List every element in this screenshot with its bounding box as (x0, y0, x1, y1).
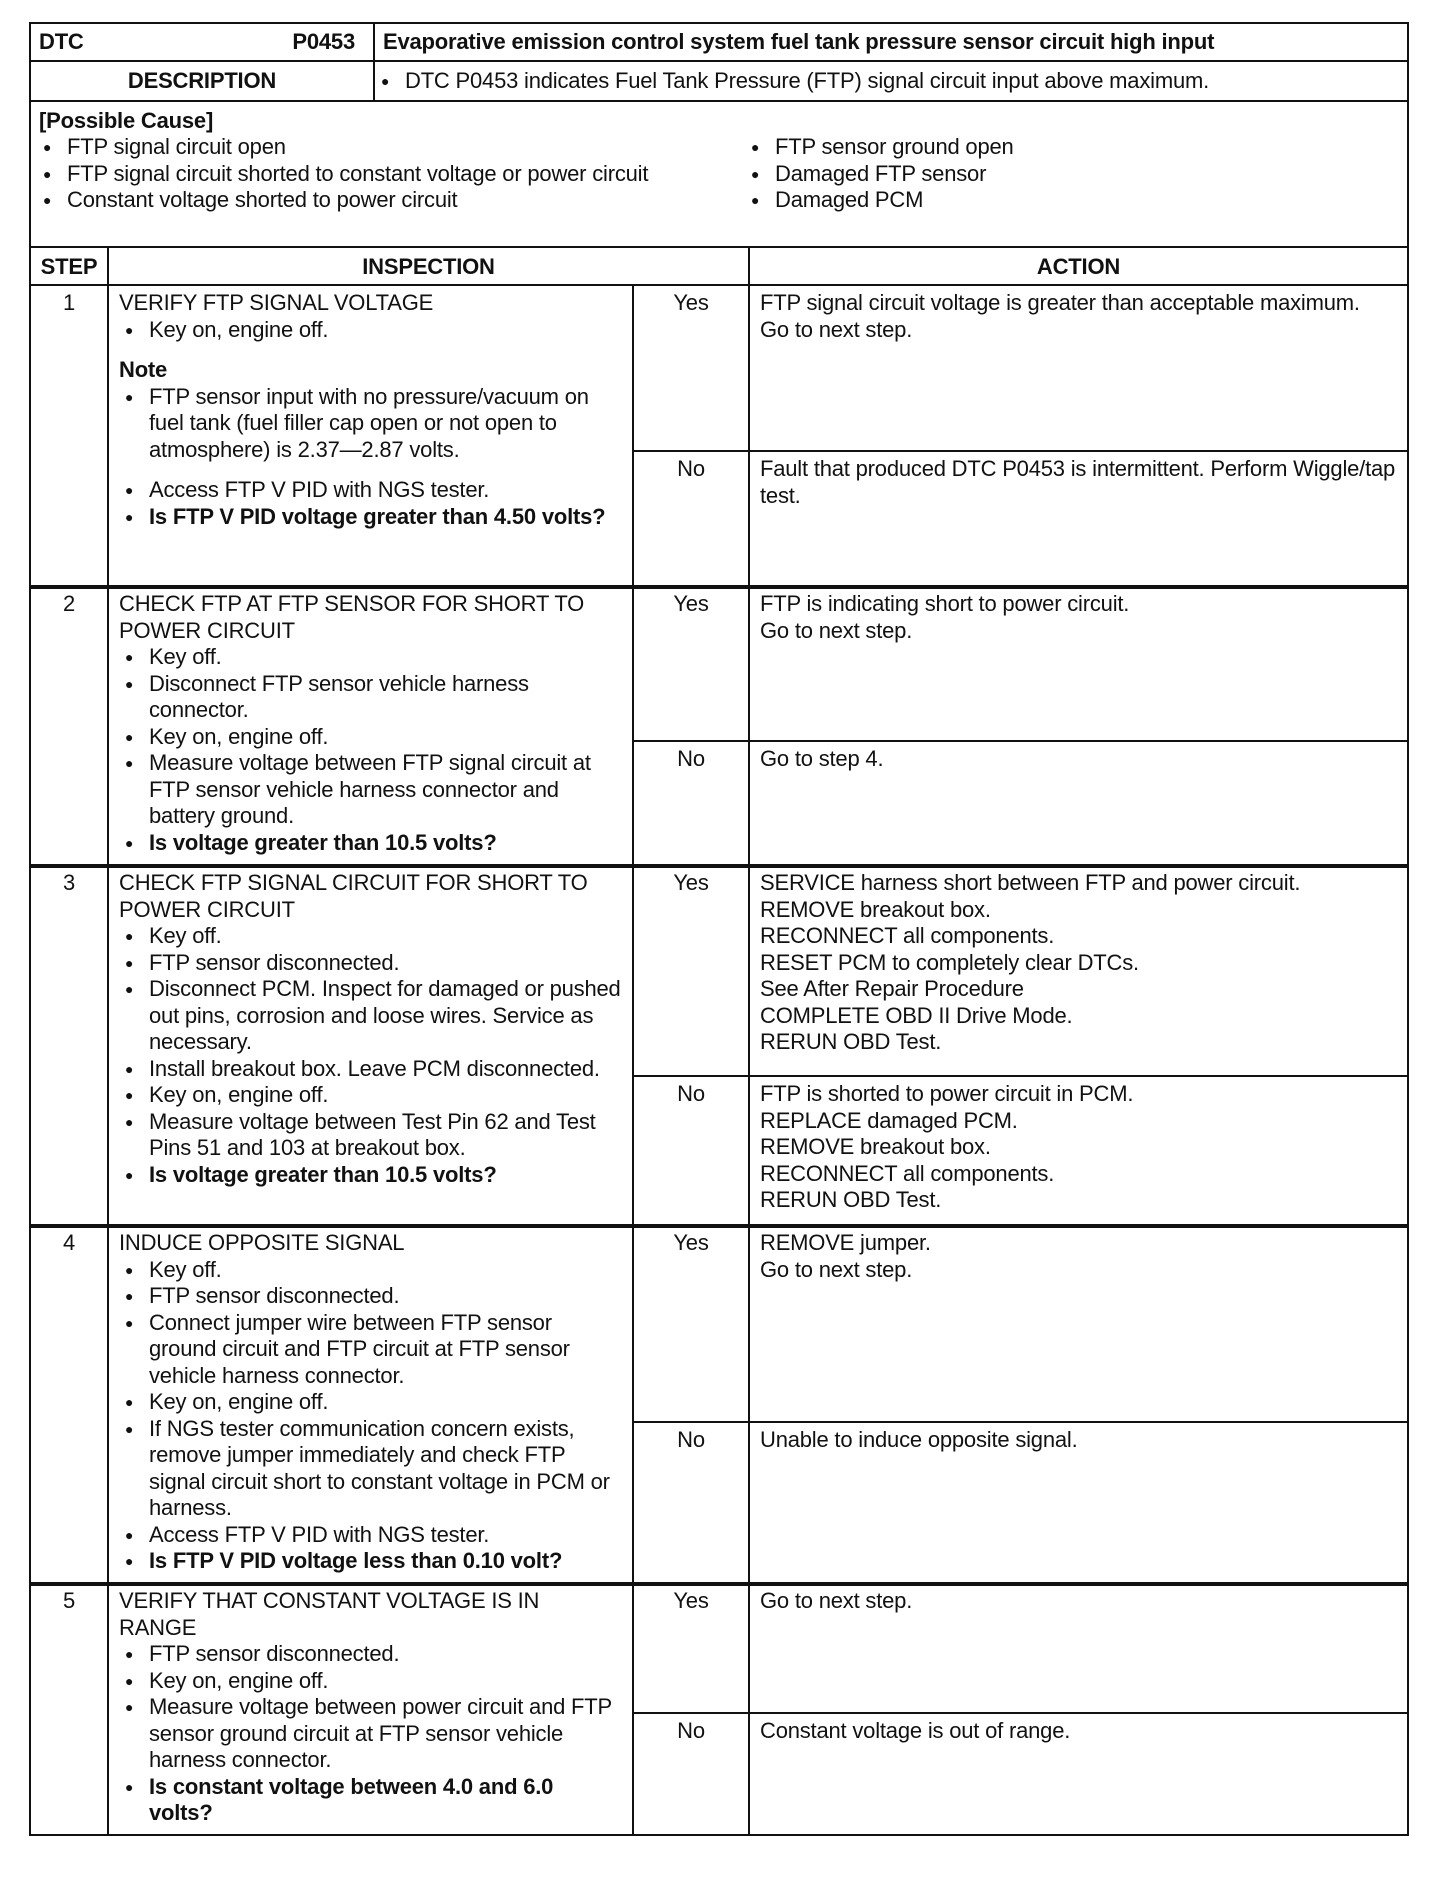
inspection-title: VERIFY FTP SIGNAL VOLTAGE (119, 290, 434, 315)
inspection-bullets (119, 477, 622, 530)
inspection-question: ● Is FTP V PID voltage less than 0.10 volt? (119, 1548, 622, 1575)
inspection-bullets (119, 644, 622, 856)
inspection-question: ● Is FTP V PID voltage greater than 4.50 volts? (119, 504, 622, 531)
action-line: Go to next step. (760, 617, 913, 643)
inspection-cell (107, 1582, 634, 1836)
inspection-bullets (119, 1641, 622, 1827)
yes-label-cell (632, 585, 750, 742)
yes-label: Yes (673, 290, 709, 315)
inspection-content (109, 286, 632, 534)
description-cell (373, 60, 1409, 102)
inspection-question: ● Is constant voltage between 4.0 and 6.0 volts? (119, 1774, 622, 1827)
inspection-bullet: ● Connect jumper wire between FTP sensor ground circuit and FTP circuit at FTP sensor vehicle harness connector. (119, 1310, 622, 1390)
description-text: ● DTC P0453 indicates Fuel Tank Pressure (FTP) signal circuit input above maximum. (375, 68, 1407, 95)
cause-item: ● Constant voltage shorted to power circuit (37, 187, 697, 214)
no-label: No (677, 456, 705, 481)
inspection-bullet: ● Measure voltage between power circuit and FTP sensor ground circuit at FTP sensor vehicle harness connector. (119, 1694, 622, 1774)
action-line: Unable to induce opposite signal. (760, 1427, 1078, 1452)
no-action-cell (748, 1421, 1409, 1586)
step-number: 2 (62, 591, 76, 616)
inspection-content (109, 1584, 632, 1831)
inspection-title: VERIFY THAT CONSTANT VOLTAGE IS IN RANGE (119, 1588, 540, 1640)
inspection-bullet: ● Key on, engine off. (119, 317, 622, 344)
no-action-cell (748, 1712, 1409, 1836)
action-line: Constant voltage is out of range. (760, 1718, 1071, 1743)
step-number: 3 (62, 870, 76, 895)
spacer (119, 343, 622, 357)
action-line: Go to next step. (760, 316, 913, 342)
inspection-question: ● Is voltage greater than 10.5 volts? (119, 1162, 622, 1189)
action-line: REMOVE breakout box. (760, 1134, 991, 1159)
inspection-title: INDUCE OPPOSITE SIGNAL (119, 1230, 405, 1255)
inspection-bullet: ● Install breakout box. Leave PCM disconnected. (119, 1056, 622, 1083)
action-content (750, 587, 1407, 648)
dtc-title-cell (373, 22, 1409, 62)
inspection-bullet: ● Key off. (119, 1257, 622, 1284)
inspection-cell (107, 284, 634, 589)
dtc-label: DTC (39, 29, 84, 54)
yes-action-cell (748, 1224, 1409, 1423)
dtc-title: Evaporative emission control system fuel tank pressure sensor circuit high input (383, 29, 1215, 54)
step-number-cell (29, 1582, 109, 1836)
action-content (750, 452, 1407, 513)
inspection-bullet: ● Disconnect FTP sensor vehicle harness connector. (119, 671, 622, 724)
inspection-bullet: ● Key off. (119, 644, 622, 671)
inspection-bullet: ● Key on, engine off. (119, 1668, 622, 1695)
inspection-header (107, 246, 750, 286)
no-action-cell (748, 1075, 1409, 1228)
action-line: FTP is indicating short to power circuit. (760, 591, 1130, 616)
action-line: See After Repair Procedure (760, 976, 1024, 1001)
action-content (750, 1584, 1407, 1619)
action-content (750, 1423, 1407, 1458)
inspection-bullet: ● Access FTP V PID with NGS tester. (119, 477, 622, 504)
inspection-bullet: ● If NGS tester communication concern exists, remove jumper immediately and check FTP signal circuit short to constant voltage in PCM or harness. (119, 1416, 622, 1522)
action-header (748, 246, 1409, 286)
inspection-bullets (119, 384, 622, 464)
action-line: COMPLETE OBD II Drive Mode. (760, 1002, 1073, 1028)
yes-action-cell (748, 1582, 1409, 1714)
action-line: REMOVE jumper. (760, 1230, 931, 1255)
yes-action-cell (748, 585, 1409, 742)
no-label: No (677, 1718, 705, 1743)
step-number-cell (29, 864, 109, 1228)
inspection-bullet: ● Access FTP V PID with NGS tester. (119, 1522, 622, 1549)
spacer (119, 463, 622, 477)
cause-item: ● FTP sensor ground open (745, 134, 1345, 161)
action-line: RERUN OBD Test. (760, 1187, 942, 1212)
step-number: 4 (62, 1230, 76, 1255)
action-line: Fault that produced DTC P0453 is intermittent. Perform Wiggle/tap test. (760, 456, 1396, 508)
action-line: REPLACE damaged PCM. (760, 1107, 1018, 1133)
yes-action-cell (748, 864, 1409, 1077)
inspection-bullets (119, 923, 622, 1188)
description-label-cell (29, 60, 375, 102)
cause-item: ● Damaged FTP sensor (745, 161, 1345, 188)
inspection-bullet: ● Key on, engine off. (119, 724, 622, 751)
inspection-bullet: ● Measure voltage between FTP signal circuit at FTP sensor vehicle harness connector and battery ground. (119, 750, 622, 830)
no-label-cell (632, 740, 750, 868)
yes-action-cell (748, 284, 1409, 452)
yes-label: Yes (673, 870, 709, 895)
yes-label: Yes (673, 591, 709, 616)
action-content (750, 286, 1407, 347)
cause-item: ● Damaged PCM (745, 187, 1345, 214)
inspection-content (109, 1226, 632, 1579)
action-line: FTP is shorted to power circuit in PCM. (760, 1081, 1134, 1106)
action-content (750, 1714, 1407, 1749)
action-content (750, 742, 1407, 777)
inspection-bullet: ● Disconnect PCM. Inspect for damaged or pushed out pins, corrosion and loose wires. Service as necessary. (119, 976, 622, 1056)
inspection-bullet: ● Key on, engine off. (119, 1389, 622, 1416)
action-line: RESET PCM to completely clear DTCs. (760, 949, 1139, 975)
no-label-cell (632, 1075, 750, 1228)
action-line: Go to step 4. (760, 746, 884, 771)
no-label: No (677, 1081, 705, 1106)
yes-label-cell (632, 1582, 750, 1714)
note-heading: Note (119, 357, 168, 382)
inspection-bullets (119, 1257, 622, 1575)
inspection-bullet: ● FTP sensor disconnected. (119, 1641, 622, 1668)
dtc-code-cell (29, 22, 375, 62)
action-line: RECONNECT all components. (760, 1160, 1055, 1186)
yes-label-cell (632, 284, 750, 452)
cause-list-right (745, 134, 1345, 214)
cause-item: ● FTP signal circuit open (37, 134, 697, 161)
inspection-bullet: ● FTP sensor disconnected. (119, 1283, 622, 1310)
action-line: FTP signal circuit voltage is greater than acceptable maximum. (760, 290, 1360, 315)
action-line: RERUN OBD Test. (760, 1029, 942, 1054)
yes-label: Yes (673, 1230, 709, 1255)
cause-list-left (37, 134, 697, 214)
inspection-bullet: ● FTP sensor disconnected. (119, 950, 622, 977)
action-line: SERVICE harness short between FTP and power circuit. (760, 870, 1301, 895)
inspection-content (109, 587, 632, 860)
cause-item: ● FTP signal circuit shorted to constant voltage or power circuit (37, 161, 697, 188)
action-header-label: ACTION (1036, 254, 1121, 279)
step-number-cell (29, 1224, 109, 1586)
inspection-cell (107, 585, 634, 868)
no-action-cell (748, 740, 1409, 868)
inspection-bullet: ● Key on, engine off. (119, 1082, 622, 1109)
dtc-code: P0453 (292, 29, 355, 54)
action-content (750, 1226, 1407, 1287)
inspection-cell (107, 1224, 634, 1586)
action-line: REMOVE breakout box. (760, 896, 991, 922)
no-label-cell (632, 1421, 750, 1586)
action-line: RECONNECT all components. (760, 923, 1055, 948)
yes-label-cell (632, 864, 750, 1077)
no-label: No (677, 1427, 705, 1452)
no-label-cell (632, 1712, 750, 1836)
no-action-cell (748, 450, 1409, 589)
step-header (29, 246, 109, 286)
description-label: DESCRIPTION (127, 68, 277, 93)
inspection-bullet: ● FTP sensor input with no pressure/vacuum on fuel tank (fuel filler cap open or not open to atmosphere) is 2.37—2.87 volts. (119, 384, 622, 464)
inspection-content (109, 866, 632, 1192)
inspection-question: ● Is voltage greater than 10.5 volts? (119, 830, 622, 857)
step-number-cell (29, 585, 109, 868)
step-number: 1 (62, 290, 76, 315)
inspection-bullets (119, 317, 622, 344)
yes-label: Yes (673, 1588, 709, 1613)
inspection-title: CHECK FTP AT FTP SENSOR FOR SHORT TO POWER CIRCUIT (119, 591, 585, 643)
possible-cause-section (29, 100, 1409, 248)
action-content (750, 1077, 1407, 1218)
yes-label-cell (632, 1224, 750, 1423)
step-number: 5 (62, 1588, 76, 1613)
action-line: Go to next step. (760, 1588, 913, 1613)
inspection-bullet: ● Key off. (119, 923, 622, 950)
inspection-title: CHECK FTP SIGNAL CIRCUIT FOR SHORT TO POWER CIRCUIT (119, 870, 588, 922)
inspection-bullet: ● Measure voltage between Test Pin 62 and Test Pins 51 and 103 at breakout box. (119, 1109, 622, 1162)
step-header-label: STEP (40, 254, 98, 279)
no-label: No (677, 746, 705, 771)
action-line: Go to next step. (760, 1256, 913, 1282)
possible-cause-heading: [Possible Cause] (39, 108, 214, 133)
action-content (750, 866, 1407, 1060)
no-label-cell (632, 450, 750, 589)
step-number-cell (29, 284, 109, 589)
inspection-cell (107, 864, 634, 1228)
inspection-header-label: INSPECTION (362, 254, 495, 279)
